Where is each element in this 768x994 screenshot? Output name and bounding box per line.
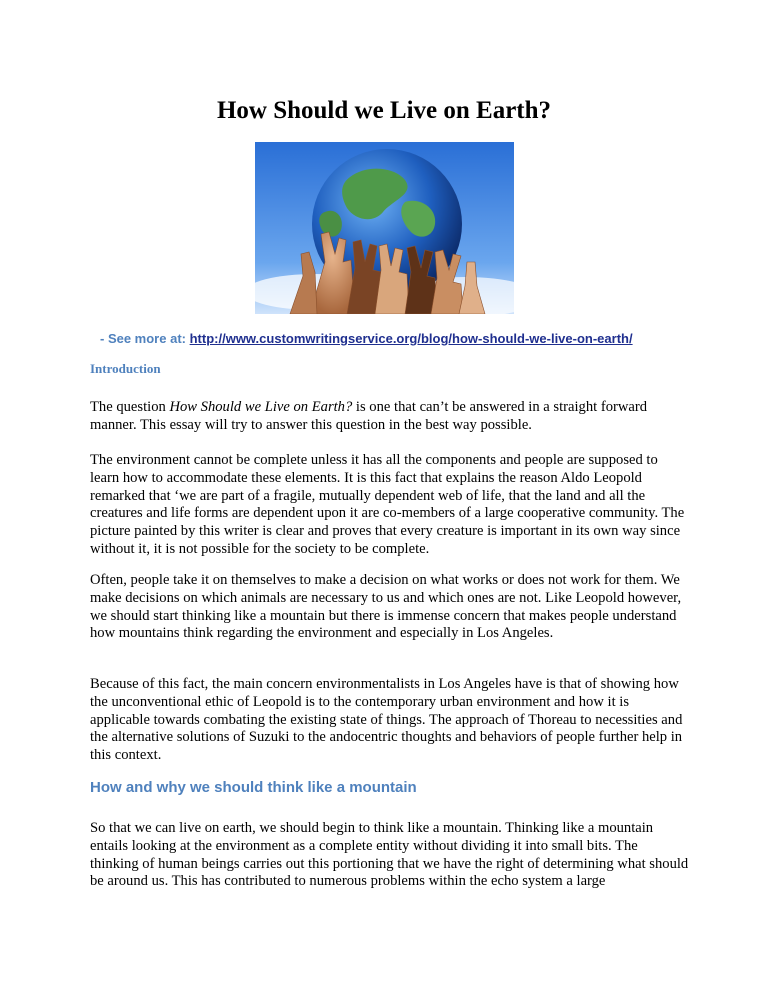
decisions-paragraph: Often, people take it on themselves to make a decision on what works or does not work for them. We make decisions on which animals are necessary to us and which ones are not. Like Leopold however, we should start thinking like a mountain but there is immense concern that makes people understand how mountains think regarding the environment and especially in Los Angeles. (90, 572, 682, 642)
see-more-label: - See more at: (100, 331, 186, 346)
intro-text-end: is one that can’t be answered in a straight forward manner. This essay will try to answer this question in the best way possible. (90, 399, 648, 433)
section-heading: How and why we should think like a mountain (90, 779, 417, 796)
environment-paragraph: The environment cannot be complete unless it has all the components and people are supposed to learn how to accommodate these elements. It is this fact that explains the reason Aldo Leopold remarked that ‘we are part of a fragile, mutually dependent web of life, that the land and all the creatures and life forms are dependent upon it are co-members of a large cooperative community. The picture painted by this writer is clear and proves that every creature is important in its own way since without it, it is not possible for the society to be complete. (90, 452, 685, 557)
intro-paragraph (90, 399, 690, 435)
document-title: How Should we Live on Earth? (216, 97, 552, 124)
see-more-line (100, 330, 633, 348)
question-title-italic: How Should we Live on Earth? (169, 399, 353, 415)
introduction-heading: Introduction (90, 361, 161, 376)
mountain-paragraph: So that we can live on earth, we should begin to think like a mountain. Thinking like a mountain entails looking at the environment as a complete entity without dividing it into small bits. The thinking of human beings carries out this portioning that we have the right of determining what should be around us. This has contributed to numerous problems within the echo system a large (90, 820, 689, 890)
intro-text-start: The question (90, 399, 170, 415)
concern-paragraph: Because of this fact, the main concern environmentalists in Los Angeles have is that of showing how the unconventional ethic of Leopold is to the contemporary urban environment and how it is applicable towards combating the existing state of things. The approach of Thoreau to necessities and the alternative solutions of Suzuki to the andocentric thoughts and behaviors of people further help in this context. (90, 676, 683, 764)
source-link[interactable]: http://www.customwritingservice.org/blog/how-should-we-live-on-earth/ (189, 331, 633, 346)
globe-hands-image (255, 142, 514, 314)
